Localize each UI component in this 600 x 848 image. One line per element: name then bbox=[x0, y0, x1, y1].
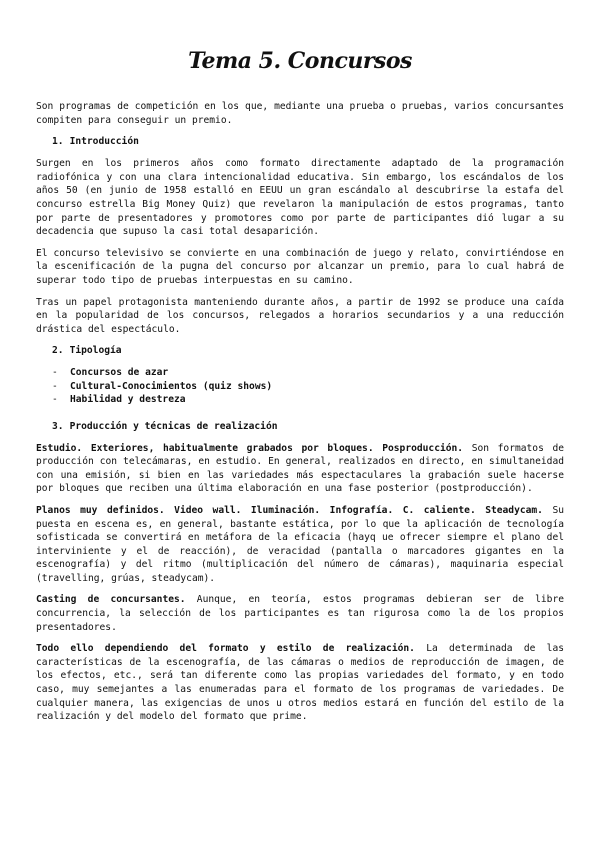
intro-paragraph: Son programas de competición en los que, mediante una prueba o pruebas, varios concursantes compiten para conseguir un premio. bbox=[36, 101, 564, 126]
produccion-paragraph-casting bbox=[36, 593, 564, 634]
list-item-label: Cultural-Conocimientos (quiz shows) bbox=[70, 380, 273, 392]
paragraph-lead: Casting de concursantes. bbox=[36, 594, 186, 606]
section-heading-produccion bbox=[52, 420, 564, 433]
introduccion-paragraph-1: Surgen en los primeros años como formato directamente adaptado de la programación radiofónica y con una clara intencionalidad educativa. Sin embargo, los escándalos de los años 50 (en junio de 1958 estalló en EEUU un gran escándalo al descubrirse la estafa del concurso estrella Big Money Quiz) que revelaron la manipulación de estos programas, tanto por parte de presentadores y promotores como por parte de participantes dió lugar a su decadencia que supuso la casi total desaparición. bbox=[36, 158, 564, 238]
section-number: 2. bbox=[52, 345, 64, 357]
paragraph-body: Su puesta en escena es, en general, bastante estática, por lo que la aplicación de tecnología sofisticada se convertirá en metáfora de la eficacia (hayq ue ofrecer siempre el plano del interviniente y el de reacción), de veracidad (pantalla o marcadores gigantes en la escenografía) y del ritmo (multiplicación del número de cámaras), maquinaria especial (travelling, grúas, steadycam). bbox=[36, 504, 564, 584]
section-title: Tipología bbox=[69, 345, 122, 357]
paragraph-lead: Estudio. Exteriores, habitualmente grabados por bloques. Posproducción. bbox=[36, 442, 464, 454]
dash-bullet: - bbox=[52, 380, 58, 392]
paragraph-body: Son formatos de producción con telecámaras, en estudio. En general, realizados en directo, en simultaneidad con una emisión, si bien en las variedades más espectaculares la grabación suele hacerse por bloques que reciben una última elaboración en una fase posterior (postproducción). bbox=[36, 442, 565, 495]
list-item bbox=[52, 380, 564, 393]
paragraph-lead: Todo ello dependiendo del formato y estilo de realización. bbox=[36, 643, 415, 655]
section-number: 3. bbox=[52, 420, 64, 432]
paragraph-lead: Planos muy definidos. Video wall. Iluminación. Infografía. C. caliente. Steadycam. bbox=[36, 504, 543, 516]
dash-bullet: - bbox=[52, 394, 58, 406]
list-item-label: Habilidad y destreza bbox=[70, 394, 186, 406]
produccion-paragraph-planos bbox=[36, 504, 564, 586]
section-heading-introduccion bbox=[52, 135, 564, 148]
list-item bbox=[52, 393, 564, 406]
paragraph-body: Aunque, en teoría, estos programas debieran ser de libre concurrencia, la selección de los participantes es tan rigurosa como la de los propios presentadores. bbox=[36, 594, 564, 633]
section-title: Producción y técnicas de realización bbox=[69, 420, 278, 432]
list-item-label: Concursos de azar bbox=[70, 367, 169, 379]
list-item bbox=[52, 366, 564, 379]
page-title: Tema 5. Concursos bbox=[188, 48, 412, 74]
produccion-paragraph-estudio bbox=[36, 442, 564, 496]
section-heading-tipologia bbox=[52, 344, 564, 357]
section-number: 1. bbox=[52, 136, 64, 148]
dash-bullet: - bbox=[52, 367, 58, 379]
typology-list bbox=[52, 366, 564, 406]
section-title: Introducción bbox=[69, 136, 139, 148]
paragraph-body: La determinada de las características de la escenografía, de las cámaras o medios de reproducción de imagen, de los efectos, etc., será tan diferente como las propias variedades del formato, y en todo caso, muy semejantes a las enumeradas para el formato de los programas de variedades. De cualquier manera, las exigencias de unos u otros medios estará en función del estilo de la realización y del modelo del formato que prime. bbox=[36, 643, 564, 723]
produccion-paragraph-formato bbox=[36, 642, 564, 724]
introduccion-paragraph-3: Tras un papel protagonista manteniendo durante años, a partir de 1992 se produce una caída en la popularidad de los concursos, relegados a horarios secundarios y a una reducción drástica del espectáculo. bbox=[36, 296, 564, 335]
introduccion-paragraph-2: El concurso televisivo se convierte en una combinación de juego y relato, convirtiéndose en la escenificación de la pugna del concurso por alcanzar un premio, para lo cual habrá de superar todo tipo de pruebas interpuestas en su camino. bbox=[36, 247, 564, 286]
